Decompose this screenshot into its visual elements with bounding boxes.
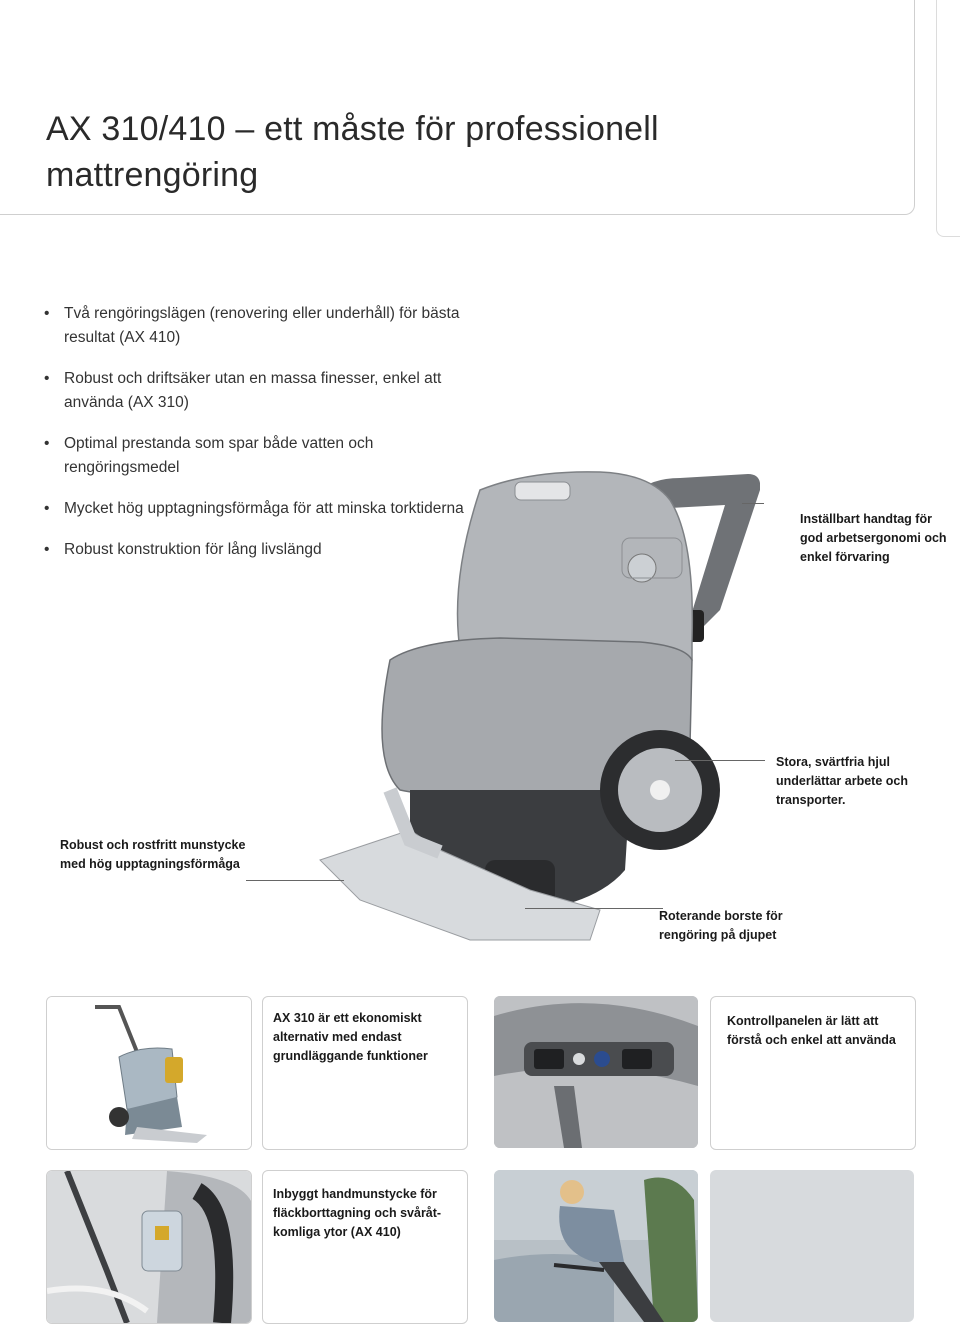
callout-leader — [525, 908, 663, 909]
callout-handle: Inställbart handtag för god arbetsergonomi och enkel förvaring — [800, 512, 947, 564]
machine-image — [300, 460, 760, 960]
callout-leader — [742, 503, 764, 504]
ax310-image — [47, 997, 251, 1149]
callout-nozzle: Robust och rostfritt munstycke med hög upptagningsförmåga — [60, 838, 246, 871]
callout-brush: Roterande borste för rengöring på djupet — [659, 909, 783, 942]
card-panel — [710, 996, 916, 1150]
list-item: • Robust konstruktion för lång livslängd — [42, 538, 482, 562]
card-cleaning-photo — [494, 1170, 698, 1322]
control-panel-image — [494, 996, 698, 1148]
card-ax310 — [262, 996, 468, 1150]
hand-tool-image — [47, 1171, 251, 1323]
cleaning-photo — [494, 1170, 698, 1322]
list-item: • Optimal prestanda som spar både vatten och rengöringsmedel — [42, 432, 482, 480]
callout-leader — [246, 880, 344, 881]
callout-leader — [675, 760, 765, 761]
card-handtool — [262, 1170, 468, 1324]
card-ax310-image — [46, 996, 252, 1150]
list-item: • Mycket hög upptagningsförmåga för att minska torktiderna — [42, 497, 482, 521]
card-text: AX 310 är ett ekonomiskt alternativ med endast grundläggande funktioner — [273, 1011, 428, 1063]
callout-wheels: Stora, svärtfria hjul underlättar arbete och transporter. — [776, 755, 908, 807]
list-item: • Två rengöringslägen (renovering eller underhåll) för bästa resultat (AX 410) — [42, 302, 482, 350]
card-panel-image — [494, 996, 698, 1148]
edge-strip — [936, 0, 960, 237]
card-handtool-image — [46, 1170, 252, 1324]
list-item: • Robust och driftsäker utan en massa finesser, enkel att använda (AX 310) — [42, 367, 482, 415]
page-title: AX 310/410 – ett måste för professionell mattrengöring — [46, 110, 659, 194]
card-text: Kontrollpanelen är lätt att förstå och enkel att använda — [727, 1014, 896, 1047]
card-blank — [710, 1170, 914, 1322]
card-text: Inbyggt handmunstycke för fläckborttagning och svåråt-komliga ytor (AX 410) — [273, 1187, 442, 1239]
